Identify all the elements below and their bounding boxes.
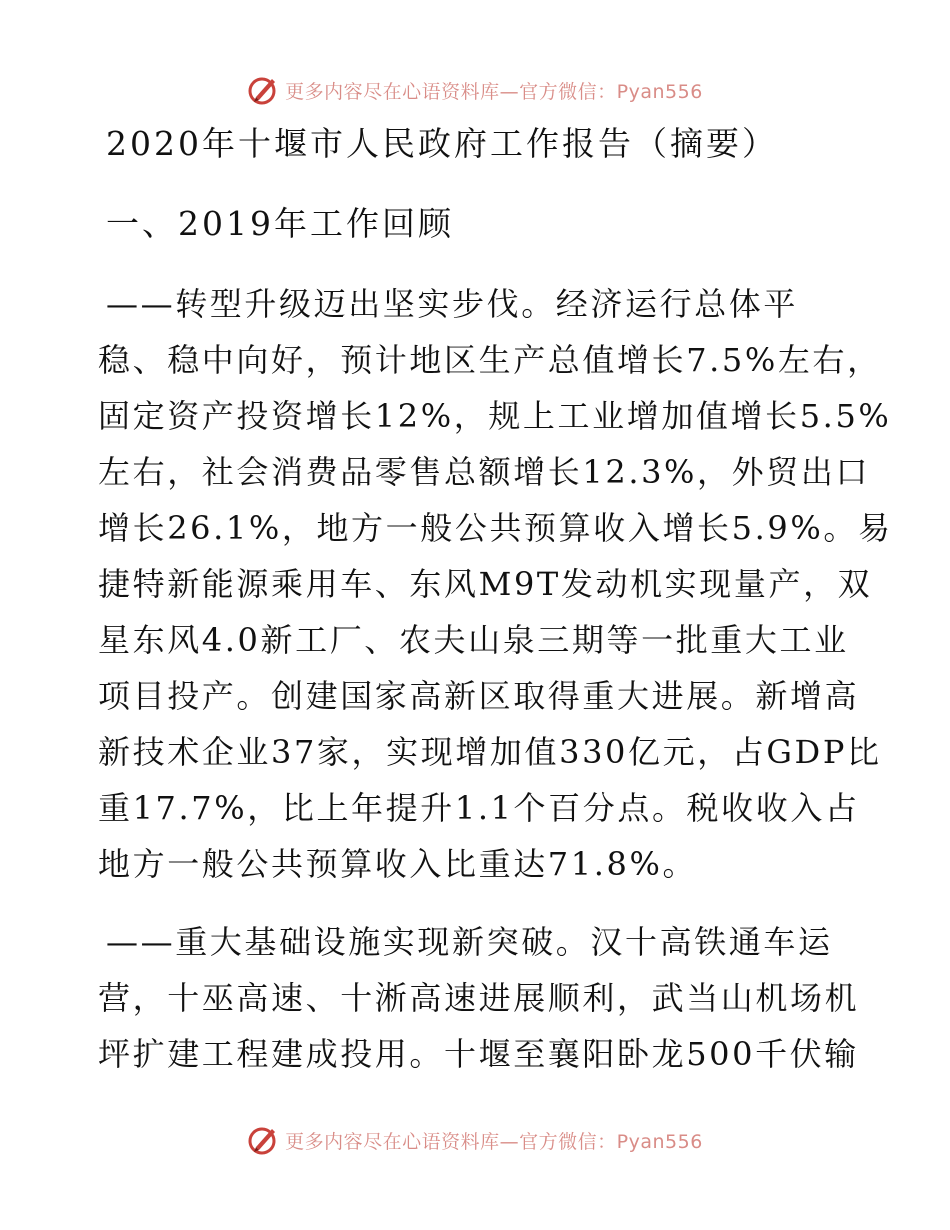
paragraph-line: 坪扩建工程建成投用。十堰至襄阳卧龙500千伏输	[98, 1035, 859, 1073]
paragraph-line: 新技术企业37家，实现增加值330亿元，占GDP比	[98, 733, 882, 771]
pen-logo-icon	[247, 74, 279, 106]
paragraph-transformation	[98, 276, 893, 892]
paragraph-line: 星东风4.0新工厂、农夫山泉三期等一批重大工业	[98, 621, 849, 659]
paragraph-line: 左右，社会消费品零售总额增长12.3%，外贸出口	[98, 453, 871, 491]
paragraph-line: ——重大基础设施实现新突破。汉十高铁通车运	[106, 923, 833, 961]
paragraph-line: 地方一般公共预算收入比重达71.8%。	[98, 845, 698, 883]
paragraph-line: 固定资产投资增长12%，规上工业增加值增长5.5%	[98, 397, 892, 435]
document-title: 2020年十堰市人民政府工作报告（摘要）	[106, 124, 778, 163]
watermark-text: 更多内容尽在心语资料库—官方微信：Pyan556	[285, 80, 703, 103]
paragraph-infrastructure	[98, 914, 878, 1082]
paragraph-line: 稳、稳中向好，预计地区生产总值增长7.5%左右，	[98, 341, 882, 379]
paragraph-line: 捷特新能源乘用车、东风M9T发动机实现量产，双	[98, 565, 873, 603]
paragraph-line: 重17.7%，比上年提升1.1个百分点。税收收入占	[98, 789, 860, 827]
paragraph-line: 营，十巫高速、十淅高速进展顺利，武当山机场机	[98, 979, 860, 1017]
paragraph-line: 增长26.1%，地方一般公共预算收入增长5.9%。易	[98, 509, 893, 547]
watermark-text: 更多内容尽在心语资料库—官方微信：Pyan556	[285, 1130, 703, 1153]
paragraph-line: 项目投产。创建国家高新区取得重大进展。新增高	[98, 677, 860, 715]
watermark-banner-top	[0, 72, 950, 108]
section-heading: 一、2019年工作回顾	[106, 204, 454, 243]
paragraph-line: ——转型升级迈出坚实步伐。经济运行总体平	[106, 285, 799, 323]
document-page	[98, 122, 893, 1082]
pen-logo-icon	[247, 1124, 279, 1156]
watermark-banner-bottom	[0, 1122, 950, 1158]
